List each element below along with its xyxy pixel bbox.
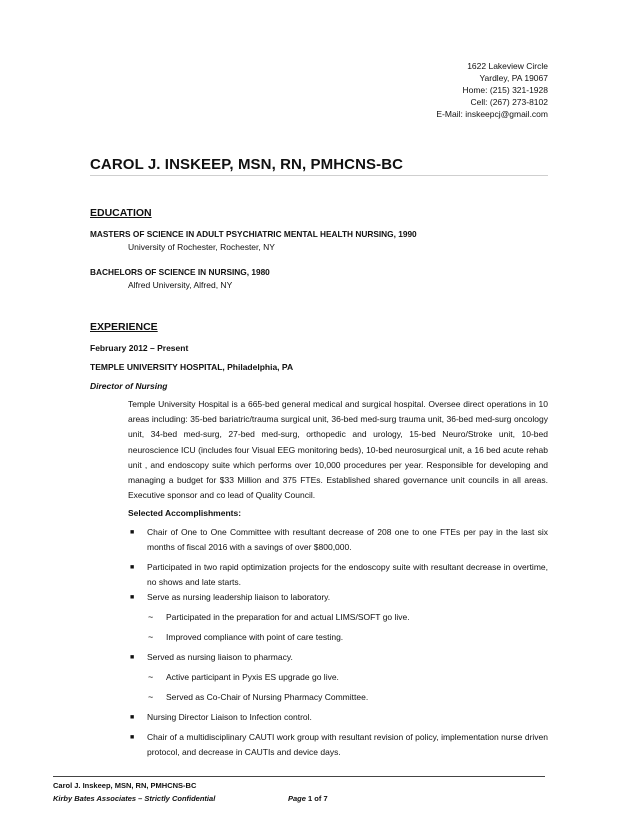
contact-block [436, 60, 548, 120]
list-item: Chair of One to One Committee with resultant decrease of 208 one to one FTEs per pay in the last six months of fiscal 2016 with a savings of over $800,000. [147, 527, 548, 553]
sub-list-item: Served as Co-Chair of Nursing Pharmacy Committee. [166, 692, 369, 702]
job-employer: TEMPLE UNIVERSITY HOSPITAL, Philadelphia, PA [90, 362, 294, 372]
list-item: Participated in two rapid optimization projects for the endoscopy suite with resultant decrease in overtime, no shows and late starts. [147, 562, 548, 588]
bullet-square-icon: ■ [130, 529, 135, 536]
contact-email: E-Mail: inskeepcj@gmail.com [436, 109, 548, 119]
job-dates: February 2012 – Present [90, 343, 189, 353]
contact-city: Yardley, PA 19067 [479, 73, 548, 83]
footer-page-total: 7 [323, 794, 328, 803]
resume-name: CAROL J. INSKEEP, MSN, RN, PMHCNS-BC [90, 156, 548, 176]
degree-title: BACHELORS OF SCIENCE IN NURSING, 1980 [90, 267, 270, 277]
tilde-bullet-icon: ~ [148, 632, 154, 642]
bullet-square-icon: ■ [130, 654, 135, 661]
footer-page-number [288, 794, 328, 803]
list-item: Nursing Director Liaison to Infection control. [147, 712, 312, 722]
contact-home-phone: Home: (215) 321-1928 [462, 85, 548, 95]
degree-school: University of Rochester, Rochester, NY [128, 242, 275, 252]
job-role: Director of Nursing [90, 381, 168, 391]
education-heading: EDUCATION [90, 207, 152, 219]
job-description: Temple University Hospital is a 665-bed general medical and surgical hospital. Oversee direct operations in 10 areas including: 35-bed bariatric/trauma surgical unit, 36-bed med-surg trauma unit, 36-bed med-surg oncology unit, 34-bed med-surg, 27-bed med-surg, orthopedic and urology, 15-bed Neuro/Stroke unit, 10-bed neuroscience ICU (includes four Visual EEG monitoring beds), 10-bed neurosurgical unit, a 16 bed acute rehab unit , and endoscopy suite which performs over 10,000 procedures per year. Responsible for developing and managing a budget for $33 Million and 375 FTEs. Established shared governance unit councils in all areas. Executive sponsor and co lead of Quality Council. [128, 399, 548, 501]
contact-cell-phone: Cell: (267) 273-8102 [470, 97, 548, 107]
degree-title: MASTERS OF SCIENCE IN ADULT PSYCHIATRIC MENTAL HEALTH NURSING, 1990 [90, 229, 417, 239]
bullet-square-icon: ■ [130, 594, 135, 601]
bullet-square-icon: ■ [130, 734, 135, 741]
contact-street: 1622 Lakeview Circle [467, 61, 548, 71]
list-item: Chair of a multidisciplinary CAUTI work group with resultant revision of policy, implementation nurse driven protocol, and decrease in CAUTIs and device days. [147, 732, 548, 758]
sub-list-item: Participated in the preparation for and actual LIMS/SOFT go live. [166, 612, 410, 622]
accomplishments-heading: Selected Accomplishments: [128, 508, 242, 518]
footer-of-word: of [314, 794, 322, 803]
footer-divider [53, 776, 545, 777]
experience-heading: EXPERIENCE [90, 321, 158, 333]
list-item: Serve as nursing leadership liaison to laboratory. [147, 592, 331, 602]
footer-confidential: Kirby Bates Associates – Strictly Confidential [53, 794, 216, 803]
bullet-square-icon: ■ [130, 714, 135, 721]
sub-list-item: Improved compliance with point of care testing. [166, 632, 344, 642]
tilde-bullet-icon: ~ [148, 692, 154, 702]
tilde-bullet-icon: ~ [148, 672, 154, 682]
degree-school: Alfred University, Alfred, NY [128, 280, 233, 290]
bullet-square-icon: ■ [130, 564, 135, 571]
tilde-bullet-icon: ~ [148, 612, 154, 622]
sub-list-item: Active participant in Pyxis ES upgrade go live. [166, 672, 339, 682]
footer-name: Carol J. Inskeep, MSN, RN, PMHCNS-BC [53, 781, 197, 790]
footer-page-word: Page [288, 794, 306, 803]
list-item: Served as nursing liaison to pharmacy. [147, 652, 293, 662]
footer-page-num: 1 [308, 794, 313, 803]
